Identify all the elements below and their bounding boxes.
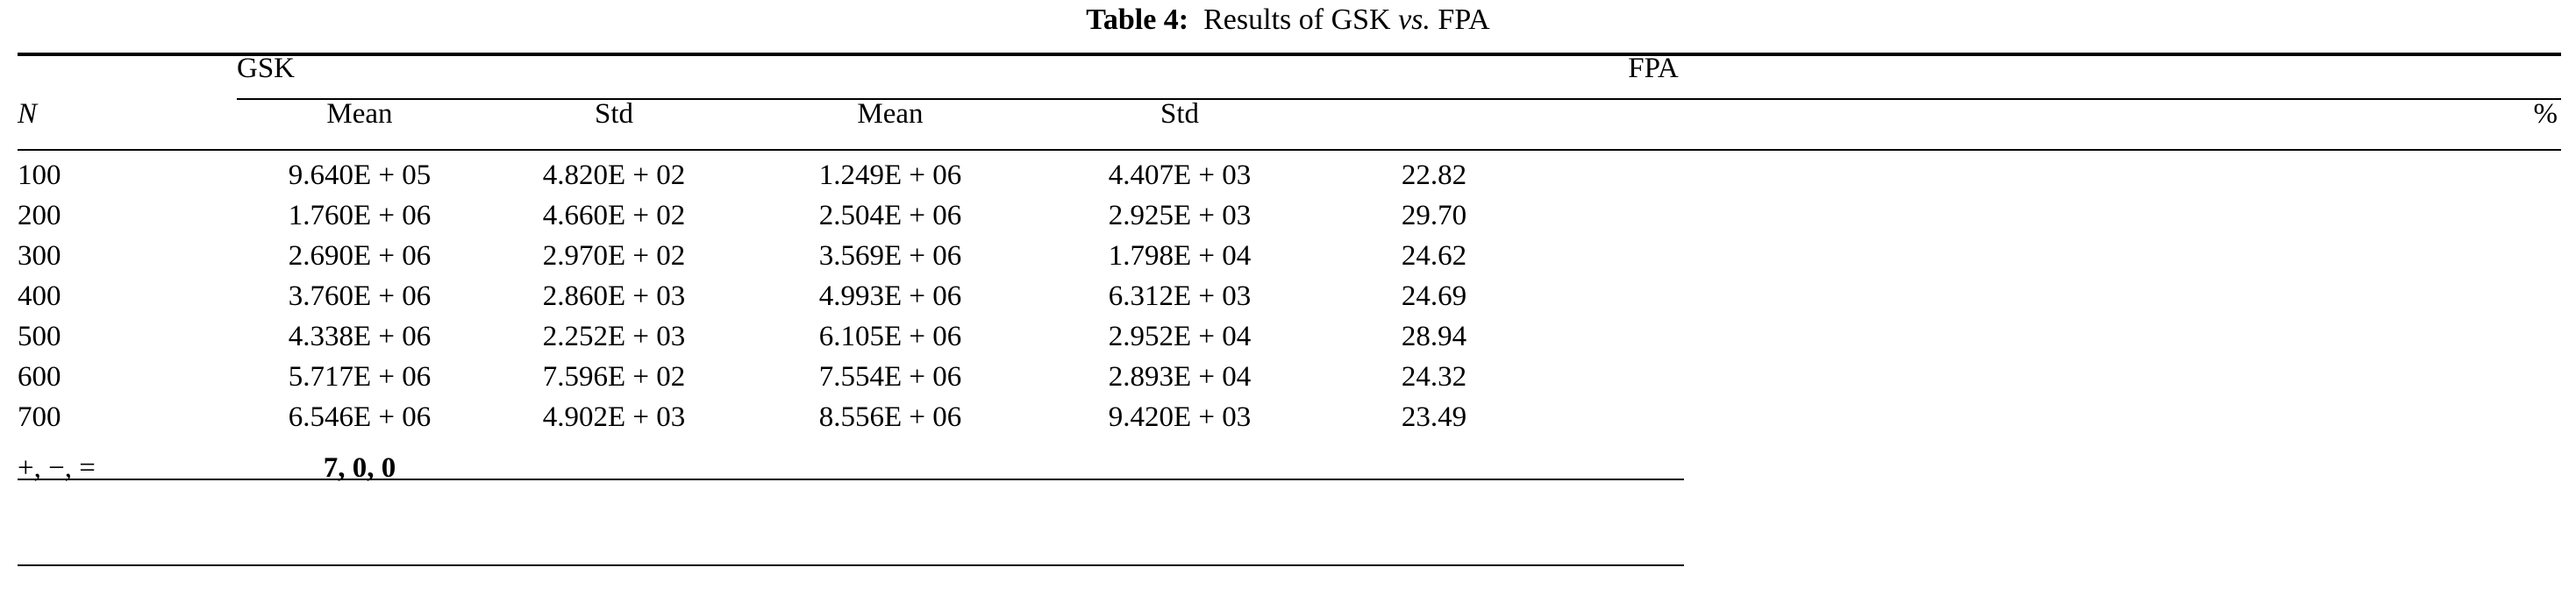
cell-n: 200 [18, 200, 61, 231]
table-row [18, 200, 2561, 240]
cell-gsk-mean: 4.338E + 06 [288, 321, 432, 352]
cell-percent: 28.94 [1401, 321, 1467, 352]
cell-fpa-mean: 2.504E + 06 [818, 200, 962, 231]
column-header-spacer [1324, 98, 1544, 147]
cell-gsk-std: 7.596E + 02 [542, 361, 686, 393]
cell-filler [1544, 240, 2561, 280]
cell-percent: 22.82 [1401, 160, 1467, 191]
cell-fpa-std: 1.798E + 04 [1108, 240, 1252, 272]
cell-gsk-mean: 5.717E + 06 [288, 361, 432, 393]
cell-gsk-mean: 2.690E + 06 [288, 240, 432, 272]
cell-fpa-std: 9.420E + 03 [1108, 401, 1252, 433]
cell-gsk-std: 2.252E + 03 [542, 321, 686, 352]
cell-gsk-std: 4.902E + 03 [542, 401, 686, 433]
cell-n: 300 [18, 240, 61, 272]
summary-row [18, 452, 2561, 503]
body-bottom-rule [18, 479, 1684, 480]
cell-fpa-mean: 6.105E + 06 [818, 321, 962, 352]
cell-fpa-mean: 3.569E + 06 [818, 240, 962, 272]
summary-value: 7, 0, 0 [323, 452, 396, 484]
cell-gsk-std: 2.970E + 02 [542, 240, 686, 272]
table-bottom-rule [18, 564, 1684, 566]
cell-filler [1544, 401, 2561, 452]
header-bottom-rule [18, 149, 2561, 151]
cell-fpa-mean: 1.249E + 06 [818, 160, 962, 191]
cell-gsk-std: 4.820E + 02 [542, 160, 686, 191]
group-header-spacer [18, 53, 237, 98]
group-header-fpa: FPA [1628, 53, 1679, 84]
summary-filler [482, 452, 2561, 503]
cell-fpa-std: 2.925E + 03 [1108, 200, 1252, 231]
column-header-fpa-std: Std [1160, 98, 1200, 130]
column-header-gsk-mean: Mean [326, 98, 393, 130]
cell-percent: 24.69 [1401, 280, 1467, 312]
fpa-group-rule [746, 98, 2561, 100]
cell-gsk-mean: 9.640E + 05 [288, 160, 432, 191]
caption-label: Table 4: [1086, 4, 1189, 36]
cell-fpa-mean: 8.556E + 06 [818, 401, 962, 433]
cell-gsk-std: 4.660E + 02 [542, 200, 686, 231]
gsk-group-rule [237, 98, 746, 100]
cell-n: 600 [18, 361, 61, 393]
cell-percent: 24.62 [1401, 240, 1467, 272]
group-header-gsk: GSK [237, 53, 296, 84]
cell-percent: 29.70 [1401, 200, 1467, 231]
column-header-fpa-mean: Mean [857, 98, 924, 130]
group-header-row [18, 53, 2561, 98]
cell-gsk-std: 2.860E + 03 [542, 280, 686, 312]
cell-filler [1544, 147, 2561, 200]
cell-filler [1544, 200, 2561, 240]
results-table-wrap [18, 53, 2561, 503]
table-row [18, 361, 2561, 401]
cell-percent: 24.32 [1401, 361, 1467, 393]
table-row [18, 321, 2561, 361]
table-row [18, 240, 2561, 280]
table-caption [0, 2, 2576, 39]
cell-filler [1544, 321, 2561, 361]
caption-text-before: Results of GSK [1203, 4, 1399, 36]
cell-fpa-std: 2.952E + 04 [1108, 321, 1252, 352]
caption-text-after: FPA [1430, 4, 1490, 36]
column-header-gsk-std: Std [594, 98, 634, 130]
cell-fpa-std: 6.312E + 03 [1108, 280, 1252, 312]
cell-fpa-std: 2.893E + 04 [1108, 361, 1252, 393]
cell-fpa-std: 4.407E + 03 [1108, 160, 1252, 191]
summary-label: +, −, = [18, 452, 96, 484]
cell-n: 400 [18, 280, 61, 312]
cell-percent: 23.49 [1401, 401, 1467, 433]
cell-filler [1544, 361, 2561, 401]
cell-fpa-mean: 4.993E + 06 [818, 280, 962, 312]
table-row [18, 401, 2561, 452]
caption-vs: vs. [1398, 4, 1431, 36]
results-table [18, 53, 2561, 503]
table-top-rule [18, 53, 2561, 56]
table-row [18, 147, 2561, 200]
table-row [18, 280, 2561, 321]
cell-n: 700 [18, 401, 61, 433]
cell-gsk-mean: 6.546E + 06 [288, 401, 432, 433]
cell-filler [1544, 280, 2561, 321]
cell-fpa-mean: 7.554E + 06 [818, 361, 962, 393]
cell-gsk-mean: 3.760E + 06 [288, 280, 432, 312]
column-header-n: N [18, 98, 38, 130]
column-header-row [18, 98, 2561, 147]
cell-gsk-mean: 1.760E + 06 [288, 200, 432, 231]
cell-n: 500 [18, 321, 61, 352]
column-header-percent: % [2533, 98, 2558, 130]
cell-n: 100 [18, 160, 61, 191]
